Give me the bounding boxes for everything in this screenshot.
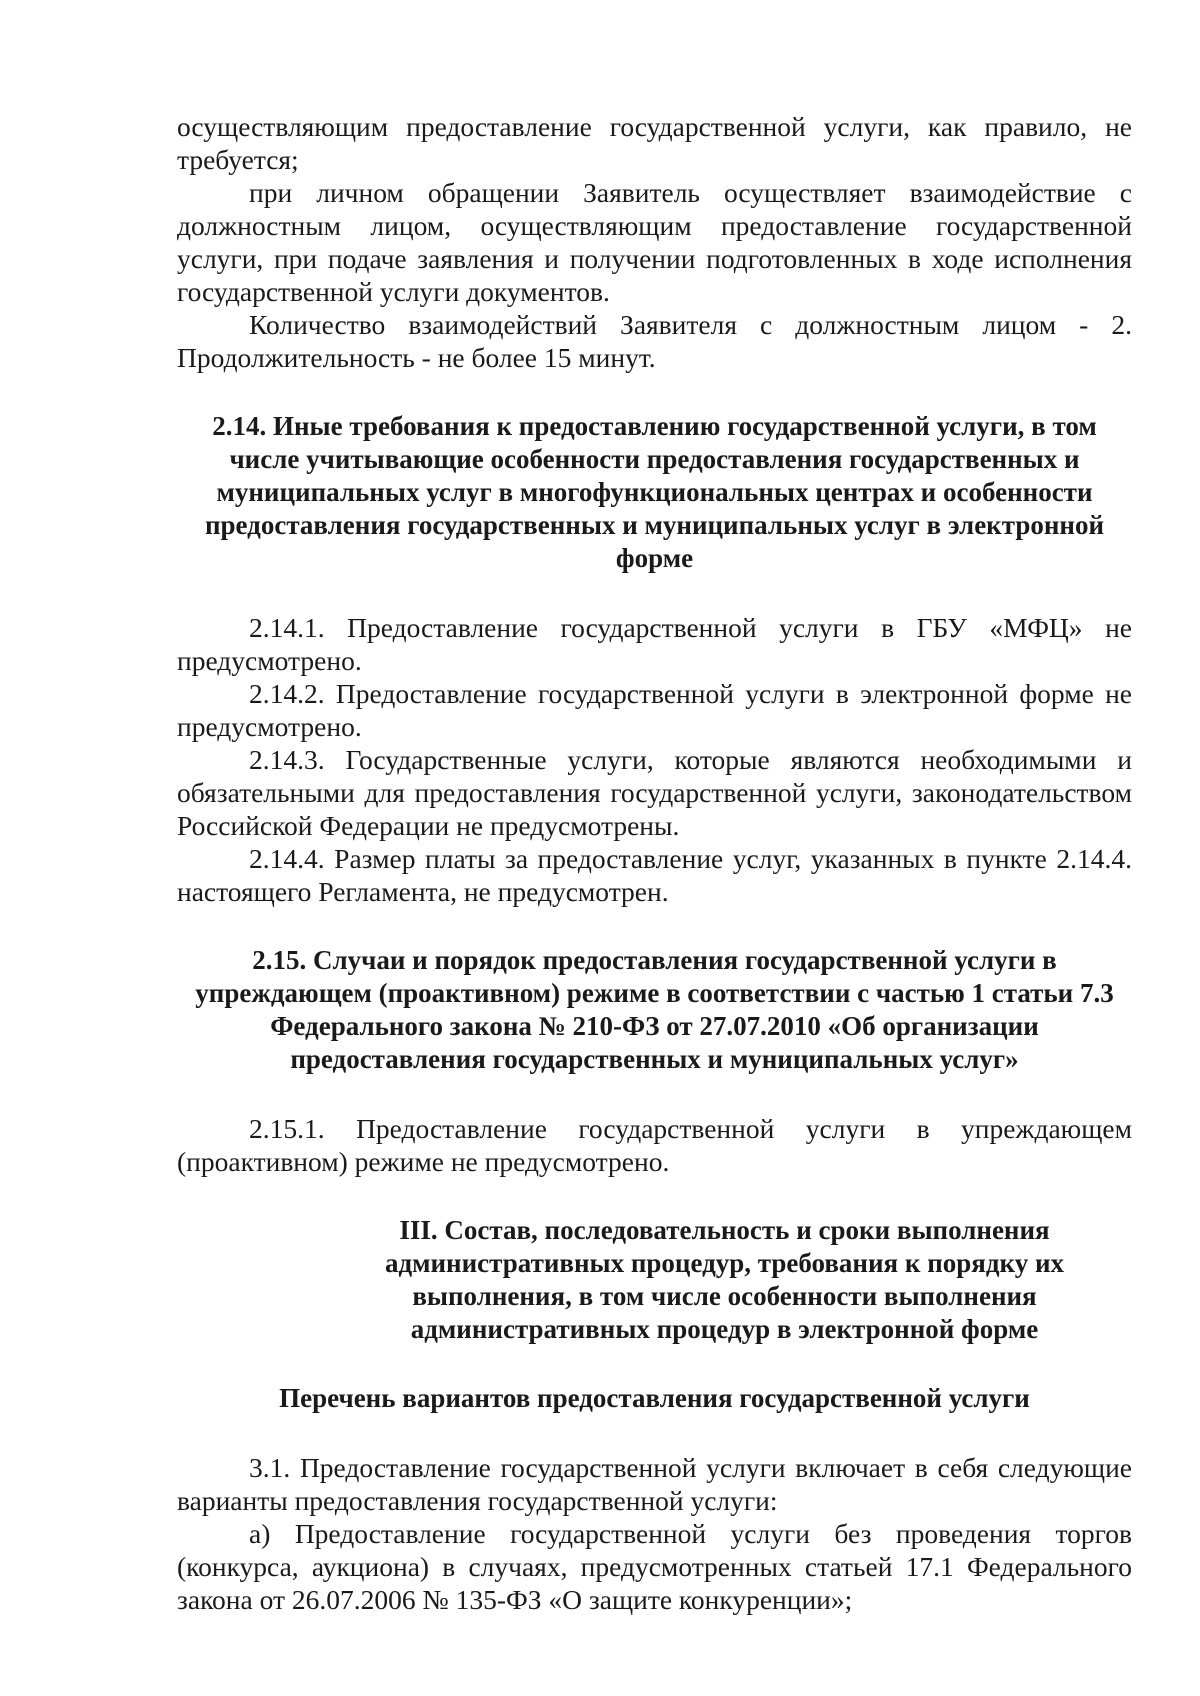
spacer bbox=[177, 908, 1132, 944]
section-heading-2-15: 2.15. Случаи и порядок предоставления государственной услуги в упреждающем (проактивном) режиме в соответствии с частью 1 статьи 7.3 Федерального закона № 210-ФЗ от 27.07.2010 «Об организации предоставления государственных и муниципальных услуг» bbox=[195, 945, 1114, 1074]
spacer bbox=[177, 575, 1132, 611]
spacer bbox=[177, 1076, 1132, 1112]
paragraph: осуществляющим предоставление государственной услуги, как правило, не требуется; bbox=[177, 111, 1132, 175]
spacer bbox=[177, 1346, 1132, 1382]
list-item: 2.14.3. Государственные услуги, которые являются необходимыми и обязательными для предоставления государственной услуги, законодательством Российской Федерации не предусмотрены. bbox=[177, 744, 1132, 841]
section-heading-2-14: 2.14. Иные требования к предоставлению государственной услуги, в том числе учитывающие особенности предоставления государственных и муниципальных услуг в многофункциональных центрах и особенности предоставления государственных и муниципальных услуг в электронной форме bbox=[204, 411, 1105, 573]
section-heading-3: III. Состав, последовательность и сроки выполнения административных процедур, требования к порядку их выполнения, в том числе особенности выполнения административных процедур в электронной форме bbox=[384, 1215, 1065, 1344]
list-item: 3.1. Предоставление государственной услуги включает в себя следующие варианты предоставления государственной услуги: bbox=[177, 1452, 1132, 1516]
list-item: 2.14.4. Размер платы за предоставление услуг, указанных в пункте 2.14.4. настоящего Регламента, не предусмотрен. bbox=[177, 843, 1132, 907]
list-item: 2.14.1. Предоставление государственной услуги в ГБУ «МФЦ» не предусмотрено. bbox=[177, 612, 1132, 676]
list-item: 2.14.2. Предоставление государственной услуги в электронной форме не предусмотрено. bbox=[177, 678, 1132, 742]
subsection-heading: Перечень вариантов предоставления государственной услуги bbox=[279, 1383, 1030, 1413]
paragraph: Количество взаимодействий Заявителя с должностным лицом - 2. Продолжительность - не более 15 минут. bbox=[177, 309, 1132, 373]
list-item: 2.15.1. Предоставление государственной услуги в упреждающем (проактивном) режиме не предусмотрено. bbox=[177, 1113, 1132, 1177]
spacer bbox=[177, 1178, 1132, 1214]
spacer bbox=[177, 374, 1132, 410]
list-item: а) Предоставление государственной услуги без проведения торгов (конкурса, аукциона) в случаях, предусмотренных статьей 17.1 Федерального закона от 26.07.2006 № 135-ФЗ «О защите конкуренции»; bbox=[177, 1518, 1132, 1615]
spacer bbox=[177, 1415, 1132, 1451]
paragraph: при личном обращении Заявитель осуществляет взаимодействие с должностным лицом, осуществляющим предоставление государственной услуги, при подаче заявления и получении подготовленных в ходе исполнения государственной услуги документов. bbox=[177, 177, 1132, 307]
